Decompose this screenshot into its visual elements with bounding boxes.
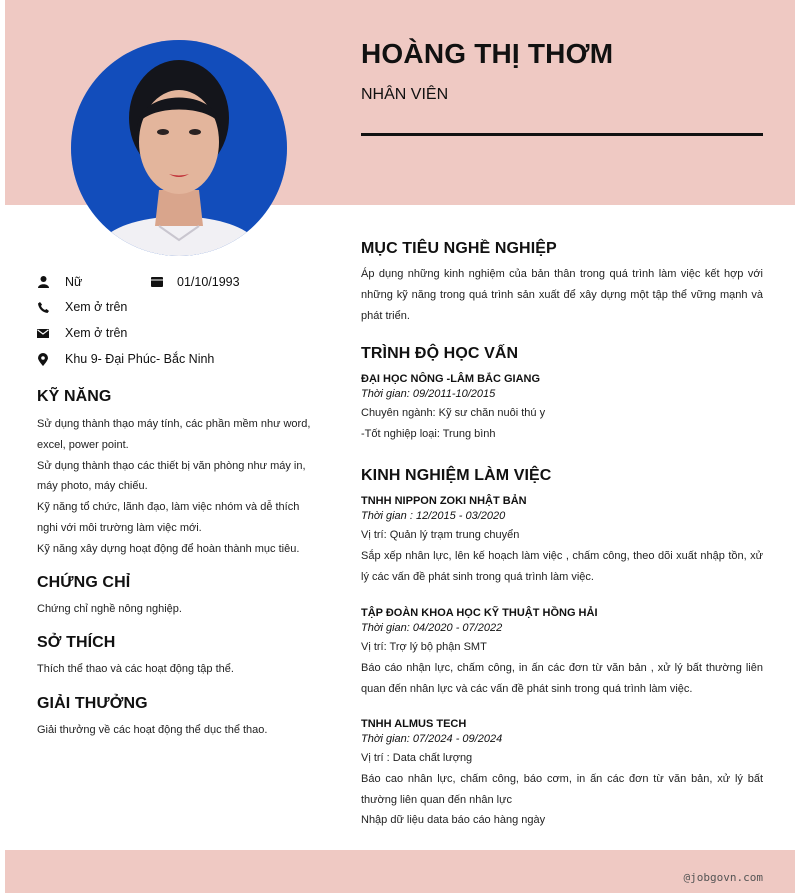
job-position: Vị trí : Data chất lượng xyxy=(361,752,473,764)
education-heading: TRÌNH ĐỘ HỌC VẤN xyxy=(361,345,519,362)
map-pin-icon xyxy=(37,352,49,366)
address-value: Khu 9- Đại Phúc- Bắc Ninh xyxy=(65,352,215,366)
envelope-icon xyxy=(37,326,49,340)
footer-watermark: @jobgovn.com xyxy=(683,871,763,884)
school-name: ĐẠI HỌC NÔNG -LÂM BẮC GIANG xyxy=(361,373,541,385)
title-divider xyxy=(361,133,763,136)
job-position: Vị trí: Quản lý trạm trung chuyển xyxy=(361,529,520,541)
awards-heading: GIẢI THƯỞNG xyxy=(37,695,148,712)
job-period: Thời gian: 07/2024 - 09/2024 xyxy=(361,733,503,745)
footer-band xyxy=(5,850,795,893)
person-icon xyxy=(37,275,49,289)
experience-heading: KINH NGHIỆM LÀM VIỆC xyxy=(361,467,552,484)
job-entry xyxy=(361,495,763,587)
candidate-name: HOÀNG THỊ THƠM xyxy=(361,38,614,69)
job-period: Thời gian : 12/2015 - 03/2020 xyxy=(361,510,506,522)
education-grade: -Tốt nghiệp loại: Trung bình xyxy=(361,427,496,440)
certificates-heading: CHỨNG CHỈ xyxy=(37,574,131,591)
job-entry xyxy=(361,607,763,699)
hobbies-text: Thích thể thao và các hoạt động tập thể. xyxy=(37,663,234,675)
cv-page xyxy=(5,0,795,893)
education-block xyxy=(361,373,763,445)
objective-text: Áp dụng những kinh nghiệm của bản thân trong quá trình làm việc kết hợp với những kỹ năng trong quá trình sản xuất để xây dựng một tập thể vững mạnh và phát triển. xyxy=(361,268,763,322)
education-major: Chuyên ngành: Kỹ sư chăn nuôi thú y xyxy=(361,407,546,419)
job-description: Báo cao nhân lực, chấm công, báo cơm, in ấn các đơn từ văn bản, xử lý bất thường liên quan đến nhân lực xyxy=(361,772,763,806)
job-description: Báo cáo nhận lực, chấm công, in ấn các đơn từ văn bản , xử lý bất thường liên quan đến nhân lực và các vấn đề phát sinh trong quá trình làm việc. xyxy=(361,661,763,695)
job-description: Sắp xếp nhân lực, lên kế hoạch làm việc , chấm công, theo dõi xuất nhập tồn, xử lý các vấn đề phát sinh trong quá trình làm việc. xyxy=(361,549,763,583)
gender-row xyxy=(37,275,82,289)
phone-icon xyxy=(37,300,49,314)
phone-value: Xem ở trên xyxy=(65,300,128,314)
skill-item: Sử dụng thành thạo máy tính, các phần mềm như word, excel, power point. xyxy=(37,418,311,451)
job-company: TẬP ĐOÀN KHOA HỌC KỸ THUẬT HỒNG HẢI xyxy=(361,607,598,619)
hobbies-heading: SỞ THÍCH xyxy=(37,634,116,651)
objective-heading: MỤC TIÊU NGHỀ NGHIỆP xyxy=(361,240,557,257)
profile-photo xyxy=(71,40,287,256)
awards-text: Giải thưởng về các hoạt động thể dục thể thao. xyxy=(37,724,268,736)
candidate-role: NHÂN VIÊN xyxy=(361,86,449,103)
job-company: TNHH ALMUS TECH xyxy=(361,718,467,730)
skill-item: Sử dụng thành thạo các thiết bị văn phòng như máy in, máy photo, máy chiếu. xyxy=(37,459,306,493)
skill-item: Kỹ năng tổ chức, lãnh đạo, làm việc nhóm và dễ thích nghi với môi trường làm việc mới. xyxy=(37,501,300,534)
certificates-text: Chứng chỉ nghề nông nghiệp. xyxy=(37,603,182,615)
skills-heading: KỸ NĂNG xyxy=(37,388,112,405)
dob-value: 01/10/1993 xyxy=(177,275,240,289)
skill-item: Kỹ năng xây dựng hoạt động để hoàn thành mục tiêu. xyxy=(37,542,300,555)
job-entry xyxy=(361,718,763,831)
dob-row xyxy=(151,275,240,289)
job-position: Vị trí: Trợ lý bộ phận SMT xyxy=(361,641,487,653)
job-description-extra: Nhập dữ liệu data báo cáo hàng ngày xyxy=(361,814,546,827)
gender-value: Nữ xyxy=(65,275,83,289)
job-company: TNHH NIPPON ZOKI NHẬT BẢN xyxy=(361,495,527,507)
email-value: Xem ở trên xyxy=(65,326,128,340)
phone-row xyxy=(37,300,127,314)
email-row xyxy=(37,326,127,340)
education-period: Thời gian: 09/2011-10/2015 xyxy=(361,388,496,400)
skills-list xyxy=(37,414,319,560)
calendar-icon xyxy=(151,277,163,287)
address-row xyxy=(37,352,214,366)
job-period: Thời gian: 04/2020 - 07/2022 xyxy=(361,622,503,634)
